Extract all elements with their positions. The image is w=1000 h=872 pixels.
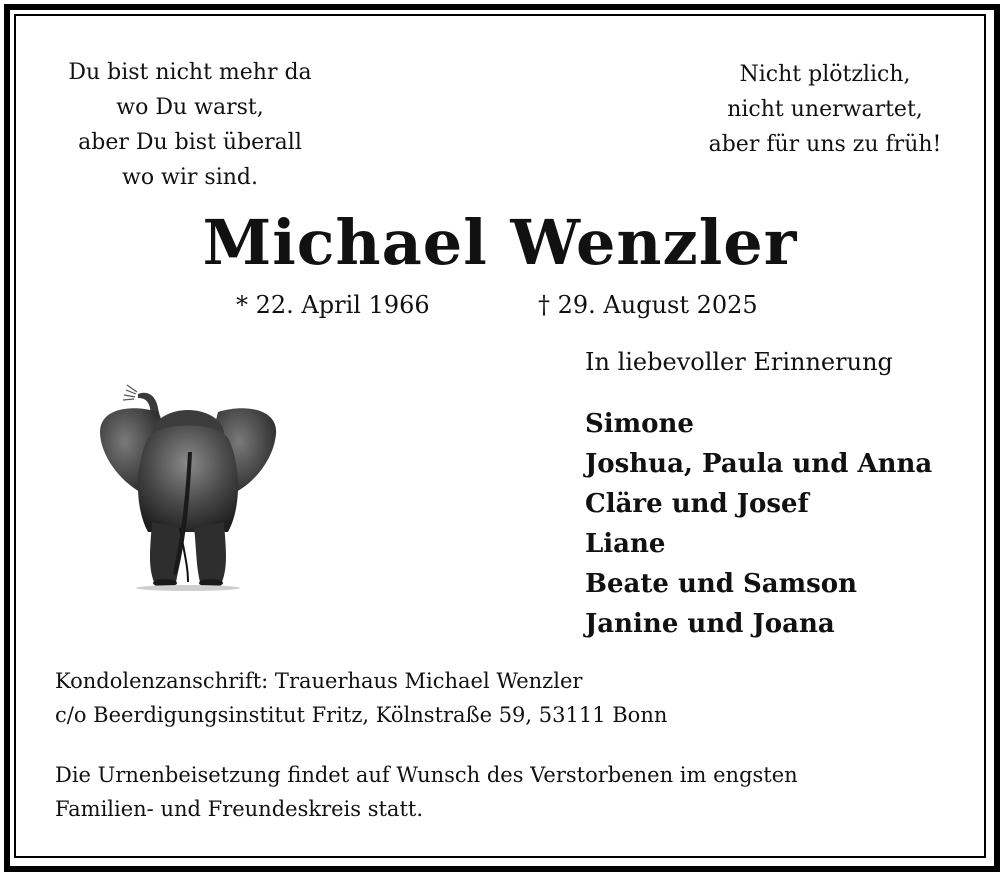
poem-left-line: aber Du bist überall [78,130,302,155]
death-date: † 29. August 2025 [538,291,758,319]
poem-left-line: wo Du warst, [116,95,264,120]
birth-date: * 22. April 1966 [236,291,430,319]
condolence-address [55,664,667,732]
family-list [585,404,932,644]
poem-right-line: nicht unerwartet, [727,97,923,122]
family-member: Cläre und Josef [585,489,809,519]
family-member: Joshua, Paula und Anna [585,449,933,479]
address-line: c/o Beerdigungsinstitut Fritz, Kölnstraße 59, 53111 Bonn [55,703,668,727]
burial-note [55,758,798,826]
address-line: Kondolenzanschrift: Trauerhaus Michael Wenzler [55,669,583,693]
poem-right-line: Nicht plötzlich, [739,62,911,87]
family-member: Beate und Samson [585,569,858,599]
poem-left [40,55,340,195]
elephant-icon [96,382,280,592]
family-member: Janine und Joana [585,609,835,639]
poem-right [680,57,970,162]
note-line: Die Urnenbeisetzung findet auf Wunsch des Verstorbenen im engsten [55,763,798,787]
note-line: Familien- und Freundeskreis statt. [55,797,424,821]
family-member: Liane [585,529,666,559]
remembrance-heading: In liebevoller Erinnerung [585,348,893,376]
deceased-name: Michael Wenzler [202,206,798,279]
poem-right-line: aber für uns zu früh! [708,132,942,157]
poem-left-line: wo wir sind. [121,165,259,190]
poem-left-line: Du bist nicht mehr da [68,60,312,85]
family-member: Simone [585,409,694,439]
